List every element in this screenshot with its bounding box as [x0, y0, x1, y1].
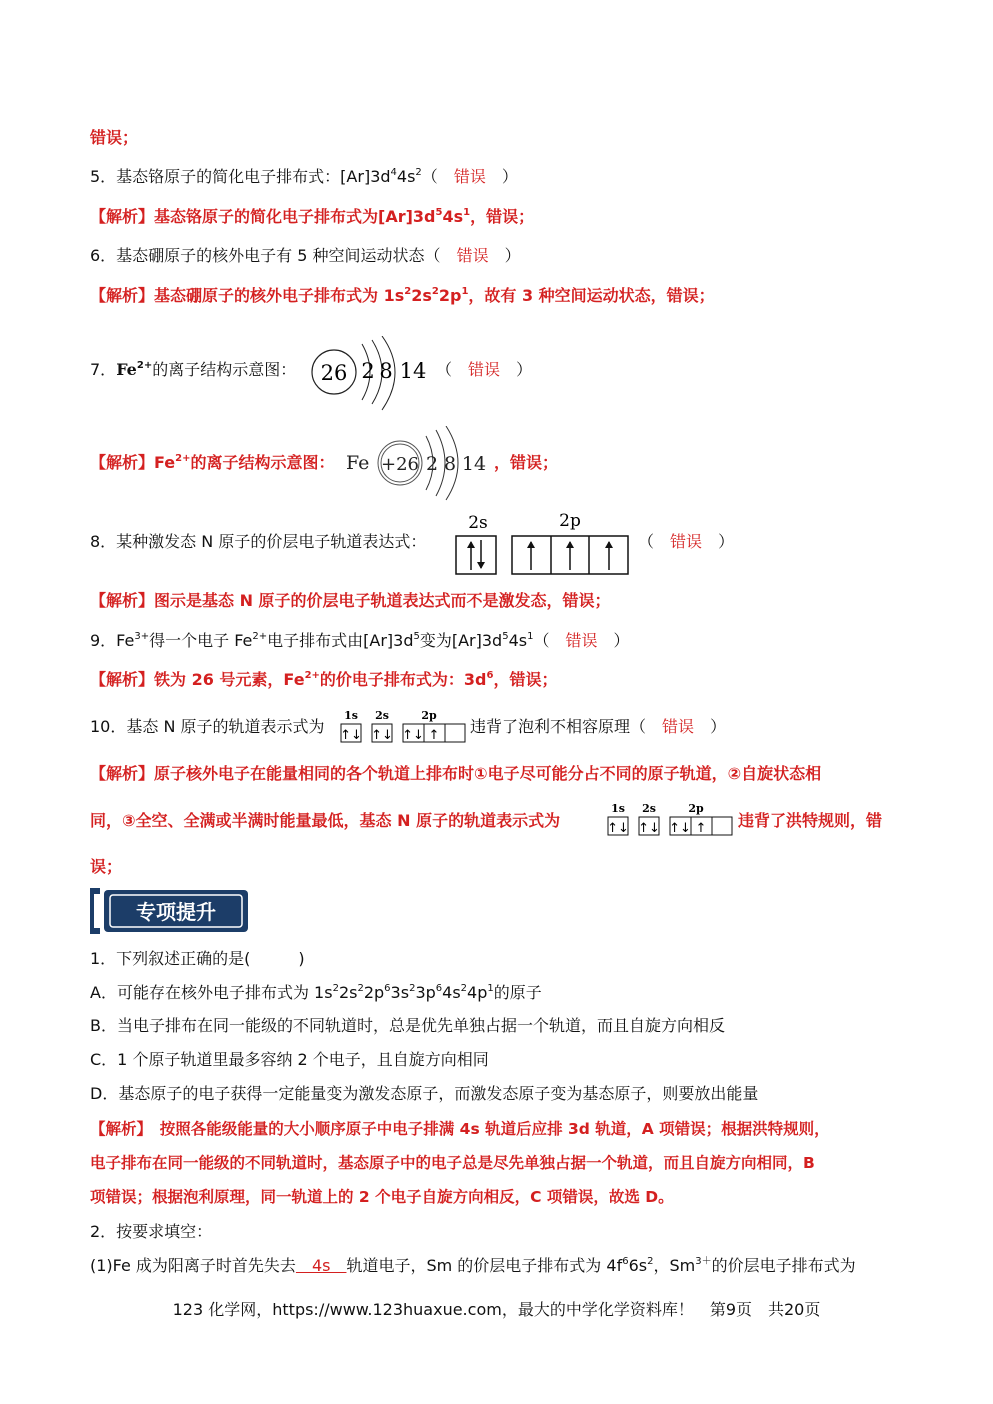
svg-text:↑↓: ↑↓: [371, 728, 393, 743]
orbital-label: 2s: [642, 802, 656, 815]
practice-2-stem: 2．按要求填空：: [90, 1222, 213, 1241]
svg-text:↑: ↑: [695, 821, 707, 836]
question-10-end: 违背了泡利不相容原理（ 错误 ）: [470, 717, 727, 736]
svg-text:↑↓: ↑↓: [669, 821, 691, 836]
orbital-label: 2p: [421, 709, 437, 722]
shell-label: 2: [361, 359, 375, 383]
orbital-label: 1s: [344, 709, 358, 722]
explanation-10-line1: 【解析】原子核外电子在能量相同的各个轨道上排布时①电子尽可能分占不同的原子轨道，②自旋状态相: [90, 764, 822, 783]
fill-blank-answer: 4s: [295, 1256, 347, 1275]
practice-1-option-b: B．当电子排布在同一能级的不同轨道时，总是优先单独占据一个轨道，而且自旋方向相反: [90, 1016, 725, 1035]
question-7: 7．$Fe^{2+}$的离子结构示意图：: [90, 359, 297, 379]
nucleus-label: +26: [381, 454, 419, 475]
svg-text:↑↓: ↑↓: [607, 821, 629, 836]
question-8: 8．某种激发态 N 原子的价层电子轨道表达式：: [90, 532, 427, 551]
practice-1-option-a: A．可能存在核外电子排布式为 $1s^22s^22p^63s^23p^64s^24p^1$的原子: [90, 982, 542, 1002]
question-6: 6．基态硼原子的核外电子有 5 种空间运动状态（ 错误 ）: [90, 246, 521, 265]
section-title: 专项提升: [136, 900, 216, 924]
orbital-label: 1s: [611, 802, 625, 815]
orbital-diagram-small: [339, 708, 469, 746]
shell-label: 2: [425, 453, 439, 475]
practice-1-stem: 1．下列叙述正确的是( ): [90, 949, 305, 968]
ion-structure-diagram-correct: [344, 426, 504, 502]
answer-7: （ 错误 ）: [436, 360, 533, 379]
explanation-7: 【解析】$Fe^{2+}$的离子结构示意图：: [90, 452, 335, 472]
explanation-7-end: ，错误；: [494, 453, 559, 472]
orbital-label: 2s: [375, 709, 389, 722]
explanation-5: 【解析】基态铬原子的简化电子排布式为$[Ar]3d^54s^1$，错误；: [90, 206, 535, 226]
practice-1-explanation-1: 【解析】 按照各能级能量的大小顺序原子中电子排满 4s 轨道后应排 3d 轨道，A 项错误；根据洪特规则，: [90, 1120, 830, 1138]
explanation-10-line3: 误；: [90, 857, 123, 876]
nucleus-label: 26: [320, 361, 348, 385]
shell-label: 8: [379, 359, 393, 383]
svg-text:↑↓: ↑↓: [638, 821, 660, 836]
question-10: 10．基态 N 原子的轨道表示式为: [90, 717, 325, 736]
element-symbol: Fe: [346, 452, 370, 474]
practice-1-explanation-3: 项错误；根据泡利原理，同一轨道上的 2 个电子自旋方向相反，C 项错误，故选 D。: [90, 1188, 674, 1206]
ion-structure-diagram: [306, 336, 436, 412]
continued-explanation: 错误；: [90, 128, 139, 147]
shell-label: 14: [399, 359, 427, 383]
page-footer: 123 化学网，https://www.123huaxue.com，最大的中学化学资料库！ 第9页 共20页: [172, 1300, 821, 1319]
section-badge: [90, 888, 250, 934]
question-5: 5．基态铬原子的简化电子排布式：$[Ar]3d^44s^2$（ 错误 ）: [90, 166, 518, 186]
question-9: 9．$Fe^{3+}$得一个电子 $Fe^{2+}$电子排布式由$[Ar]3d^5$变为$[Ar]3d^54s^1$（ 错误 ）: [90, 630, 630, 650]
answer: 错误: [456, 246, 489, 265]
shell-label: 8: [443, 453, 457, 475]
practice-2-part-1: (1)Fe 成为阳离子时首先失去 4s 轨道电子，Sm 的价层电子排布式为 $4f^66s^2$，$Sm^{3+}$的价层电子排布式为: [90, 1255, 856, 1275]
explanation-6: 【解析】基态硼原子的核外电子排布式为 $1s^22s^22p^1$，故有 3 种空间运动状态，错误；: [90, 285, 715, 305]
explanation-10-line2: 同，③全空、全满或半满时能量最低，基态 N 原子的轨道表示式为: [90, 811, 561, 830]
explanation-9: 【解析】铁为 26 号元素，$Fe^{2+}$的价电子排布式为：$3d^6$，错误；: [90, 669, 558, 689]
svg-text:↑↓: ↑↓: [402, 728, 424, 743]
practice-1-explanation-2: 电子排布在同一能级的不同轨道时，基态原子中的电子总是尽先单独占据一个轨道，而且自旋方向相同，B: [90, 1154, 815, 1172]
practice-1-option-c: C．1 个原子轨道里最多容纳 2 个电子，且自旋方向相同: [90, 1050, 489, 1069]
practice-1-option-d: D．基态原子的电子获得一定能量变为激发态原子，而激发态原子变为基态原子，则要放出能量: [90, 1084, 759, 1103]
orbital-label: 2p: [559, 511, 581, 531]
svg-text:↑: ↑: [428, 728, 440, 743]
orbital-label: 2p: [688, 802, 704, 815]
explanation-10-line2-end: 违背了洪特规则，错: [738, 811, 883, 830]
orbital-diagram-small-2: [606, 801, 736, 839]
answer-8: （ 错误 ）: [638, 532, 735, 551]
svg-text:↑↓: ↑↓: [340, 728, 362, 743]
shell-label: 14: [461, 453, 487, 475]
answer: 错误: [453, 167, 486, 186]
orbital-diagram-excited: [452, 508, 634, 578]
orbital-label: 2s: [468, 513, 488, 533]
explanation-8: 【解析】图示是基态 N 原子的价层电子轨道表达式而不是激发态，错误；: [90, 591, 611, 610]
